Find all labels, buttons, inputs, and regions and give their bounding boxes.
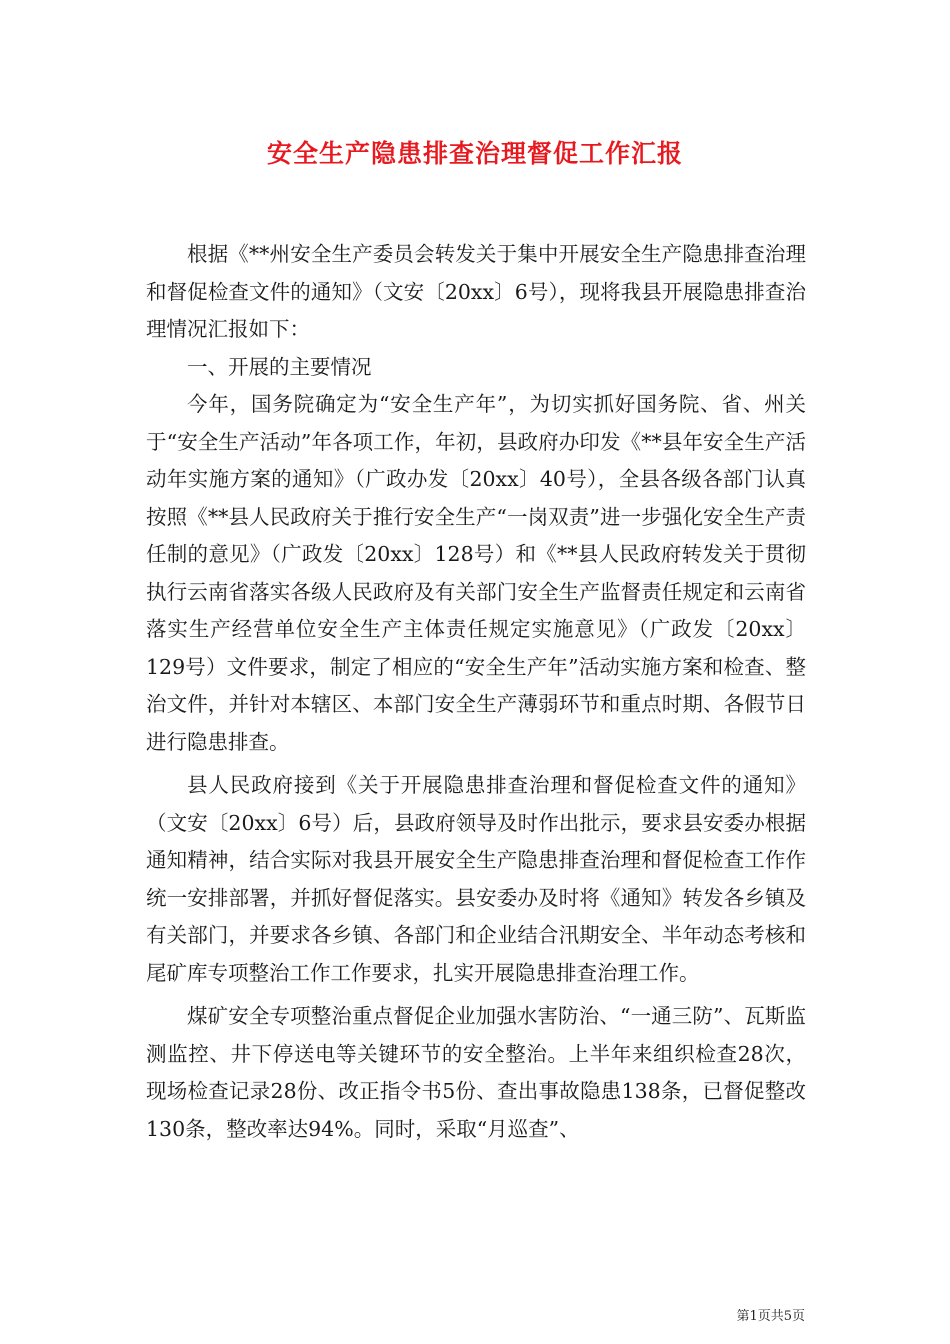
paragraph-coal-mine: 煤矿安全专项整治重点督促企业加强水害防治、“一通三防”、瓦斯监测监控、井下停送电等关键环节的安全整治。上半年来组织检查28次，现场检查记录28份、改正指令书5份、查出事故隐患138条，已督促整改130条，整改率达94%。同时，采取“月巡查”、 [146, 1004, 806, 1141]
paragraph-county-government: 县人民政府接到《关于开展隐患排查治理和督促检查文件的通知》（文安〔20xx〕6号）后，县政府领导及时作出批示，要求县安委办根据通知精神，结合实际对我县开展安全生产隐患排查治理和督促检查工作作统一安排部署，并抓好督促落实。县安委办及时将《通知》转发各乡镇及有关部门，并要求各乡镇、各部门和企业结合汛期安全、半年动态考核和尾矿库专项整治工作工作要求，扎实开展隐患排查治理工作。 [146, 773, 806, 985]
page-number: 第1页共5页 [736, 1309, 805, 1324]
paragraph-overview: 今年，国务院确定为“安全生产年”，为切实抓好国务院、省、州关于“安全生产活动”年各项工作，年初，县政府办印发《**县年安全生产活动年实施方案的通知》（广政办发〔20xx〕40号），全县各级各部门认真按照《**县人民政府关于推行安全生产“一岗双责”进一步强化安全生产责任制的意见》（广政发〔20xx〕128号）和《**县人民政府转发关于贯彻执行云南省落实各级人民政府及有关部门安全生产监督责任规定和云南省落实生产经营单位安全生产主体责任规定实施意见》（广政发〔20xx〕129号）文件要求，制定了相应的“安全生产年”活动实施方案和检查、整治文件，并针对本辖区、本部门安全生产薄弱环节和重点时期、各假节日进行隐患排查。 [146, 392, 806, 754]
document-body [146, 236, 806, 1148]
section-heading: 一、开展的主要情况 [187, 354, 372, 379]
document-title: 安全生产隐患排查治理督促工作汇报 [266, 139, 683, 168]
paragraph-intro: 根据《**州安全生产委员会转发关于集中开展安全生产隐患排查治理和督促检查文件的通知》（文安〔20xx〕6号），现将我县开展隐患排查治理情况汇报如下： [146, 242, 806, 341]
